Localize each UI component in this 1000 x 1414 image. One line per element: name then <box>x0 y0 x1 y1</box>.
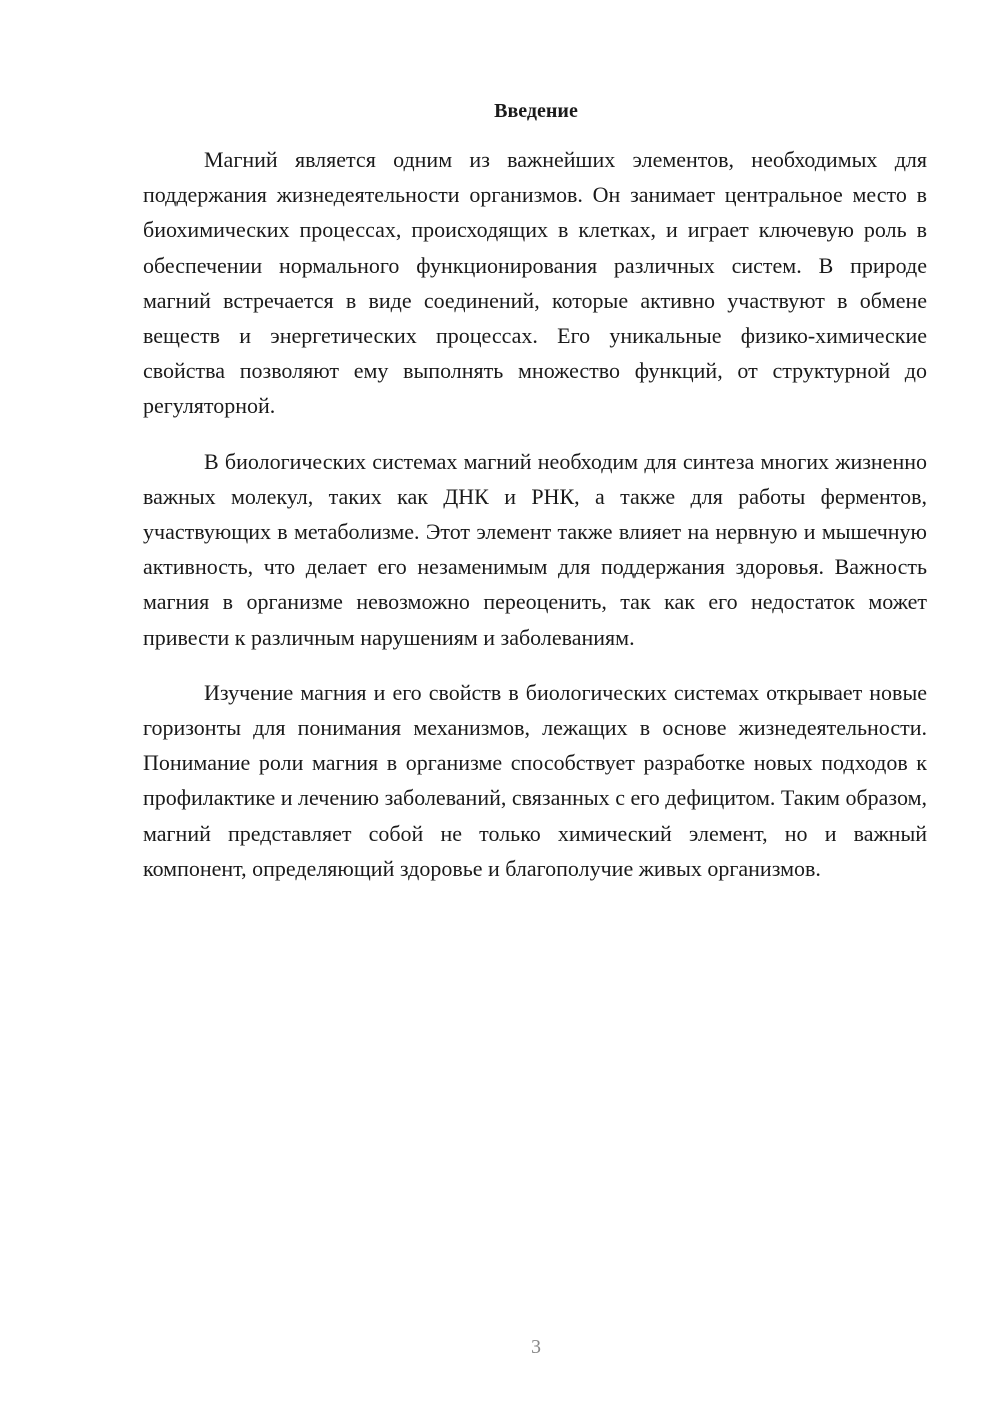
paragraph-1: Магний является одним из важнейших элементов, необходимых для поддержания жизнедеятельности организмов. Он занимает центральное место в биохимических процессах, происходящих в клетках, и играет ключевую роль в обеспечении нормального функционирования различных систем. В природе магний встречается в виде соединений, которые активно участвуют в обмене веществ и энергетических процессах. Его уникальные физико-химические свойства позволяют ему выполнять множество функций, от структурной до регуляторной. <box>143 147 927 419</box>
paragraph-2: В биологических системах магний необходим для синтеза многих жизненно важных молекул, таких как ДНК и РНК, а также для работы ферментов, участвующих в метаболизме. Этот элемент также влияет на нервную и мышечную активность, что делает его незаменимым для поддержания здоровья. Важность магния в организме невозможно переоценить, так как его недостаток может привести к различным нарушениям и заболеваниям. <box>143 448 927 650</box>
paragraph-3: Изучение магния и его свойств в биологических системах открывает новые горизонты для понимания механизмов, лежащих в основе жизнедеятельности. Понимание роли магния в организме способствует разработке новых подходов к профилактике и лечению заболеваний, связанных с его дефицитом. Таким образом, магний представляет собой не только химический элемент, но и важный компонент, определяющий здоровье и благополучие живых организмов. <box>143 679 927 881</box>
section-heading: Введение <box>494 100 578 122</box>
page-number: 3 <box>531 1336 541 1358</box>
section-body <box>143 142 927 906</box>
